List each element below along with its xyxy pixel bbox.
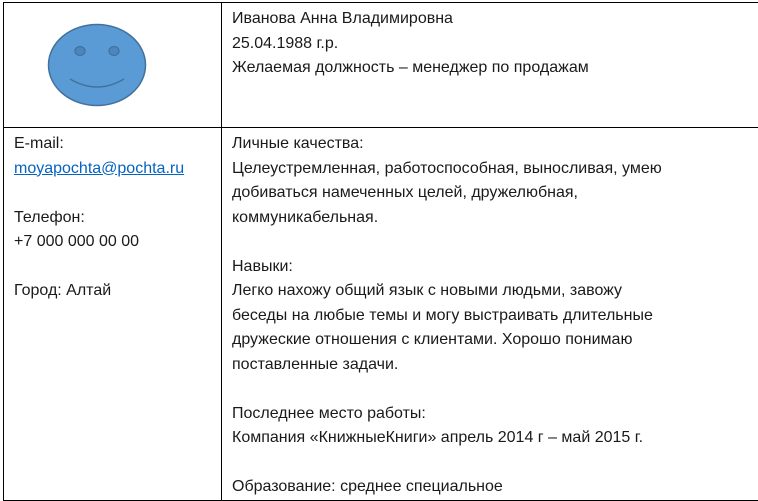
full-name: Иванова Анна Владимировна — [232, 7, 758, 32]
skills-line: дружеские отношения с клиентами. Хорошо понимаю — [232, 328, 758, 353]
desired-position: Желаемая должность – менеджер по продажам — [232, 56, 758, 81]
resume-table — [3, 2, 758, 501]
skills-label: Навыки: — [232, 255, 758, 280]
email-label: E-mail: — [14, 132, 211, 157]
phone-label: Телефон: — [14, 206, 211, 231]
birth-date: 25.04.1988 г.р. — [232, 32, 758, 57]
phone-number: +7 000 000 00 00 — [14, 230, 211, 255]
city: Город: Алтай — [14, 279, 211, 304]
personal-qualities-label: Личные качества: — [232, 132, 758, 157]
contacts-cell — [4, 128, 222, 501]
personal-qualities-line: Целеустремленная, работоспособная, выносливая, умею — [232, 157, 758, 182]
resume-header-row — [4, 3, 758, 128]
education: Образование: среднее специальное — [232, 475, 758, 500]
resume-body-row — [4, 128, 758, 501]
skills-line: поставленные задачи. — [232, 353, 758, 378]
personal-info-cell — [222, 3, 758, 128]
smiley-face-icon — [47, 23, 147, 107]
last-job-label: Последнее место работы: — [232, 402, 758, 427]
details-cell — [222, 128, 758, 501]
skills-line: Легко нахожу общий язык с новыми людьми, завожу — [232, 279, 758, 304]
photo-cell — [4, 3, 222, 128]
email-link[interactable]: moyapochta@pochta.ru — [14, 160, 184, 177]
personal-qualities-line: добиваться намеченных целей, дружелюбная, — [232, 181, 758, 206]
skills-line: беседы на любые темы и могу выстраивать длительные — [232, 304, 758, 329]
personal-qualities-line: коммуникабельная. — [232, 206, 758, 231]
last-job: Компания «КнижныеКниги» апрель 2014 г – май 2015 г. — [232, 426, 758, 451]
